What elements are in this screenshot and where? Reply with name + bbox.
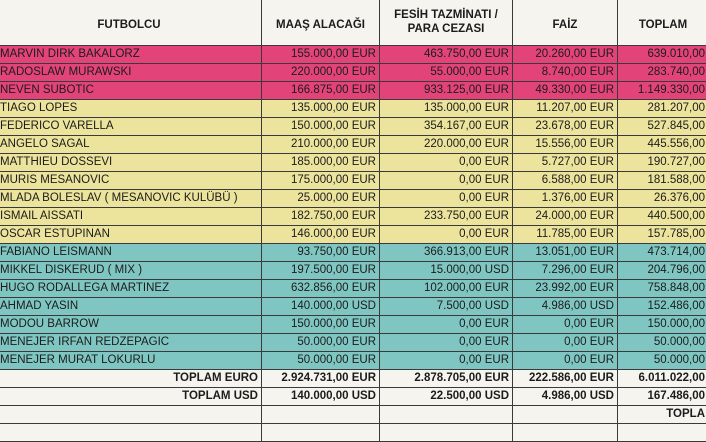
table-row	[0, 226, 706, 244]
total-cell: 283.740,00	[618, 64, 706, 82]
totals-row	[0, 388, 706, 406]
player-name-cell: MATTHIEU DOSSEVI	[0, 154, 262, 172]
player-name-cell: ANGELO SAGAL	[0, 136, 262, 154]
table-row	[0, 244, 706, 262]
interest-cell: 5.727,00 EUR	[513, 154, 618, 172]
footer-cell-empty	[380, 406, 513, 424]
penalty-cell: 0,00 EUR	[380, 352, 513, 370]
penalty-cell: 0,00 EUR	[380, 334, 513, 352]
total-cell: 157.785,00	[618, 226, 706, 244]
total-cell: 204.796,00	[618, 262, 706, 280]
table-row	[0, 190, 706, 208]
totals-total-cell: 167.486,00	[618, 388, 706, 406]
salary-cell: 93.750,00 EUR	[262, 244, 380, 262]
table-row	[0, 46, 706, 64]
salary-cell: 150.000,00 EUR	[262, 316, 380, 334]
footer-row	[0, 406, 706, 424]
penalty-cell: 55.000,00 EUR	[380, 64, 513, 82]
table-row	[0, 352, 706, 370]
penalty-cell: 7.500,00 USD	[380, 298, 513, 316]
interest-cell: 7.296,00 EUR	[513, 262, 618, 280]
player-name-cell: FABIANO LEISMANN	[0, 244, 262, 262]
player-name-cell: MENEJER IRFAN REDZEPAGIC	[0, 334, 262, 352]
salary-cell: 50.000,00 EUR	[262, 334, 380, 352]
header-penalty: FESİH TAZMİNATI / PARA CEZASI	[380, 0, 513, 46]
totals-label-cell: TOPLAM USD	[0, 388, 262, 406]
penalty-cell: 220.000,00 EUR	[380, 136, 513, 154]
footer-cell-empty	[380, 424, 513, 442]
salary-cell: 175.000,00 EUR	[262, 172, 380, 190]
player-name-cell: HUGO RODALLEGA MARTINEZ	[0, 280, 262, 298]
total-cell: 190.727,00	[618, 154, 706, 172]
total-cell: 150.000,00	[618, 316, 706, 334]
interest-cell: 23.992,00 EUR	[513, 280, 618, 298]
player-name-cell: MLADA BOLESLAV ( MESANOVIC KULÜBÜ )	[0, 190, 262, 208]
table-row	[0, 316, 706, 334]
table-row	[0, 154, 706, 172]
salary-cell: 632.856,00 EUR	[262, 280, 380, 298]
totals-total-cell: 6.011.022,00	[618, 370, 706, 388]
player-name-cell: NEVEN SUBOTIC	[0, 82, 262, 100]
penalty-cell: 354.167,00 EUR	[380, 118, 513, 136]
totals-interest-cell: 222.586,00 EUR	[513, 370, 618, 388]
total-cell: 1.149.330,00	[618, 82, 706, 100]
penalty-cell: 0,00 EUR	[380, 316, 513, 334]
footer-row-empty	[0, 424, 706, 442]
header-row	[0, 0, 706, 46]
totals-label-cell: TOPLAM EURO	[0, 370, 262, 388]
penalty-cell: 135.000,00 EUR	[380, 100, 513, 118]
salary-cell: 166.875,00 EUR	[262, 82, 380, 100]
table-row	[0, 280, 706, 298]
salary-cell: 140.000,00 USD	[262, 298, 380, 316]
interest-cell: 24.000,00 EUR	[513, 208, 618, 226]
salary-cell: 182.750,00 EUR	[262, 208, 380, 226]
total-cell: 50.000,00	[618, 352, 706, 370]
totals-interest-cell: 4.986,00 USD	[513, 388, 618, 406]
table-row	[0, 172, 706, 190]
penalty-cell: 102.000,00 EUR	[380, 280, 513, 298]
interest-cell: 13.051,00 EUR	[513, 244, 618, 262]
penalty-cell: 0,00 EUR	[380, 190, 513, 208]
salary-cell: 150.000,00 EUR	[262, 118, 380, 136]
footer-cell-empty	[618, 424, 706, 442]
interest-cell: 20.260,00 EUR	[513, 46, 618, 64]
player-name-cell: MURIS MESANOVIC	[0, 172, 262, 190]
salary-cell: 185.000,00 EUR	[262, 154, 380, 172]
totals-row	[0, 370, 706, 388]
totals-penalty-cell: 2.878.705,00 EUR	[380, 370, 513, 388]
salary-cell: 146.000,00 EUR	[262, 226, 380, 244]
penalty-cell: 0,00 EUR	[380, 154, 513, 172]
footer-partial-label: TOPLA	[618, 406, 706, 424]
interest-cell: 1.376,00 EUR	[513, 190, 618, 208]
interest-cell: 0,00 EUR	[513, 334, 618, 352]
table-row	[0, 136, 706, 154]
footer-rows	[0, 406, 706, 442]
totals-salary-cell: 140.000,00 USD	[262, 388, 380, 406]
total-cell: 152.486,00	[618, 298, 706, 316]
salary-cell: 135.000,00 EUR	[262, 100, 380, 118]
total-cell: 639.010,00	[618, 46, 706, 64]
totals-salary-cell: 2.924.731,00 EUR	[262, 370, 380, 388]
header-total: TOPLAM	[618, 0, 706, 46]
total-cell: 473.714,00	[618, 244, 706, 262]
player-name-cell: TIAGO LOPES	[0, 100, 262, 118]
penalty-cell: 463.750,00 EUR	[380, 46, 513, 64]
totals-rows	[0, 370, 706, 406]
penalty-cell: 233.750,00 EUR	[380, 208, 513, 226]
table-row	[0, 100, 706, 118]
interest-cell: 8.740,00 EUR	[513, 64, 618, 82]
total-cell: 445.556,00	[618, 136, 706, 154]
header-salary: MAAŞ ALACAĞI	[262, 0, 380, 46]
footer-cell-empty	[513, 424, 618, 442]
total-cell: 26.376,00	[618, 190, 706, 208]
footer-cell-empty	[0, 406, 262, 424]
interest-cell: 11.207,00 EUR	[513, 100, 618, 118]
player-name-cell: AHMAD YASIN	[0, 298, 262, 316]
player-name-cell: FEDERICO VARELLA	[0, 118, 262, 136]
header-player: FUTBOLCU	[0, 0, 262, 46]
header-interest: FAİZ	[513, 0, 618, 46]
total-cell: 440.500,00	[618, 208, 706, 226]
interest-cell: 0,00 EUR	[513, 352, 618, 370]
interest-cell: 15.556,00 EUR	[513, 136, 618, 154]
footer-cell-empty	[513, 406, 618, 424]
total-cell: 527.845,00	[618, 118, 706, 136]
penalty-cell: 15.000,00 USD	[380, 262, 513, 280]
footer-cell-empty	[262, 406, 380, 424]
penalty-cell: 366.913,00 EUR	[380, 244, 513, 262]
player-name-cell: MARVIN DIRK BAKALORZ	[0, 46, 262, 64]
interest-cell: 49.330,00 EUR	[513, 82, 618, 100]
player-name-cell: OSCAR ESTUPINAN	[0, 226, 262, 244]
player-name-cell: ISMAIL AISSATI	[0, 208, 262, 226]
table-row	[0, 82, 706, 100]
interest-cell: 0,00 EUR	[513, 316, 618, 334]
salary-cell: 155.000,00 EUR	[262, 46, 380, 64]
salary-cell: 210.000,00 EUR	[262, 136, 380, 154]
footer-cell-empty	[0, 424, 262, 442]
total-cell: 281.207,00	[618, 100, 706, 118]
player-name-cell: MODOU BARROW	[0, 316, 262, 334]
table-row	[0, 64, 706, 82]
penalty-cell: 0,00 EUR	[380, 172, 513, 190]
player-name-cell: MIKKEL DISKERUD ( MIX )	[0, 262, 262, 280]
salary-cell: 197.500,00 EUR	[262, 262, 380, 280]
player-rows	[0, 46, 706, 370]
total-cell: 758.848,00	[618, 280, 706, 298]
salary-cell: 25.000,00 EUR	[262, 190, 380, 208]
total-cell: 50.000,00	[618, 334, 706, 352]
total-cell: 181.588,00	[618, 172, 706, 190]
table-row	[0, 334, 706, 352]
table-row	[0, 118, 706, 136]
penalty-cell: 0,00 EUR	[380, 226, 513, 244]
interest-cell: 6.588,00 EUR	[513, 172, 618, 190]
table-row	[0, 298, 706, 316]
salary-cell: 220.000,00 EUR	[262, 64, 380, 82]
table-row	[0, 262, 706, 280]
table-row	[0, 208, 706, 226]
player-name-cell: RADOSLAW MURAWSKI	[0, 64, 262, 82]
player-name-cell: MENEJER MURAT LOKURLU	[0, 352, 262, 370]
footer-cell-empty	[262, 424, 380, 442]
interest-cell: 4.986,00 USD	[513, 298, 618, 316]
interest-cell: 11.785,00 EUR	[513, 226, 618, 244]
totals-penalty-cell: 22.500,00 USD	[380, 388, 513, 406]
interest-cell: 23.678,00 EUR	[513, 118, 618, 136]
penalty-cell: 933.125,00 EUR	[380, 82, 513, 100]
salary-cell: 50.000,00 EUR	[262, 352, 380, 370]
